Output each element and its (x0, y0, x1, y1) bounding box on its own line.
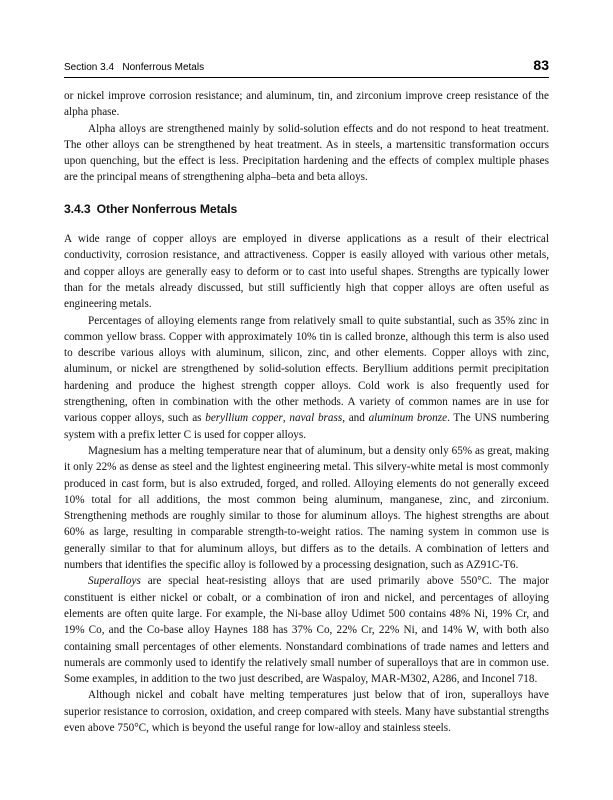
paragraph-copper-alloys: Percentages of alloying elements range from relatively small to quite substantial, such as 35% zinc in common yellow brass. Copper with approximately 10% tin is called bronze, although this term is also used to describe various alloys with aluminum, silicon, zinc, and other elements. Copper alloys with zinc, aluminum, or nickel are strengthened by solid-solution effects. Beryllium additions permit precipitation hardening and produce the highest strength copper alloys. Cold work is also frequently used for strengthening, often in combination with the other methods. A variety of common names are in use for various copper alloys, such as beryllium copper, naval brass, and aluminum bronze. The UNS numbering system with a prefix letter C is used for copper alloys. (64, 314, 550, 441)
paragraph-superalloy-properties: Although nickel and cobalt have melting temperatures just below that of iron, superalloys have superior resistance to corrosion, oxidation, and creep compared with steels. Many have substantial strengths even above 750°C, which is beyond the useful range for low-alloy and stainless steels. (64, 689, 549, 734)
page-number: 83 (533, 57, 549, 73)
paragraph-continuation: or nickel improve corrosion resistance; and aluminum, tin, and zirconium improve creep resistance of the alpha phase. (64, 90, 549, 119)
paragraph-alpha-alloys: Alpha alloys are strengthened mainly by solid-solution effects and do not respond to heat treatment. The other alloys can be strengthened by heat treatment. As in steels, a martensitic transformation occurs upon quenching, but the effect is less. Precipitation hardening and the effects of complex multiple phases are the principal means of strengthening alpha–beta and beta alloys. (64, 122, 549, 184)
paragraph-magnesium: Magnesium has a melting temperature near that of aluminum, but a density only 65% as great, making it only 22% as dense as steel and the lightest engineering metal. This silvery-white metal is most commonly produced in cast form, but is also extruded, forged, and rolled. Alloying elements do not generally exceed 10% total for all additions, the most common being aluminum, manganese, zinc, and zirconium. Strengthening methods are roughly similar to those for aluminum alloys. The highest strengths are about 60% as large, resulting in comparable strength-to-weight ratios. The naming system in common use is generally similar to that for aluminum alloys, but differs as to the details. A combination of letters and numbers that identifies the specific alloy is followed by a processing designation, such as AZ91C-T6. (64, 444, 549, 572)
term-superalloys: Superalloys (88, 575, 141, 588)
section-number: 3.4.3 (64, 201, 91, 216)
term-naval-brass: naval brass (289, 412, 343, 425)
paragraph-superalloys: Superalloys are special heat-resisting alloys that are used primarily above 550°C. The major constituent is either nickel or cobalt, or a combination of iron and nickel, and percentages of alloying elements are often quite large. For example, the Ni-base alloy Udimet 500 contains 48% Ni, 19% Cr, and 19% Co, and the Co-base alloy Haynes 188 has 37% Co, 22% Cr, 22% Ni, and 14% W, with both also containing small percentages of other elements. Nonstandard combinations of trade names and letters and numerals are commonly used to identify the relatively small number of superalloys that are in common use. Some examples, in addition to the two just described, are Waspaloy, MAR-M302, A286, and Inconel 718. (64, 575, 549, 686)
body-text (64, 88, 549, 736)
section-heading (64, 201, 549, 217)
running-head (64, 56, 549, 78)
header-rule (64, 77, 549, 78)
section-title: Other Nonferrous Metals (96, 201, 238, 216)
term-beryllium-copper: beryllium copper (205, 412, 283, 425)
paragraph-copper-intro: A wide range of copper alloys are employed in diverse applications as a result of their electrical conductivity, corrosion resistance, and attractiveness. Copper is easily alloyed with various other metals, and copper alloys are generally easy to deform or to cast into useful shapes. Strengths are typically lower than for the metals already discussed, but still sufficiently high that copper alloys are often useful as engineering metals. (64, 233, 549, 311)
term-aluminum-bronze: aluminum bronze (368, 412, 448, 425)
section-label: Section 3.4 Nonferrous Metals (64, 62, 205, 73)
